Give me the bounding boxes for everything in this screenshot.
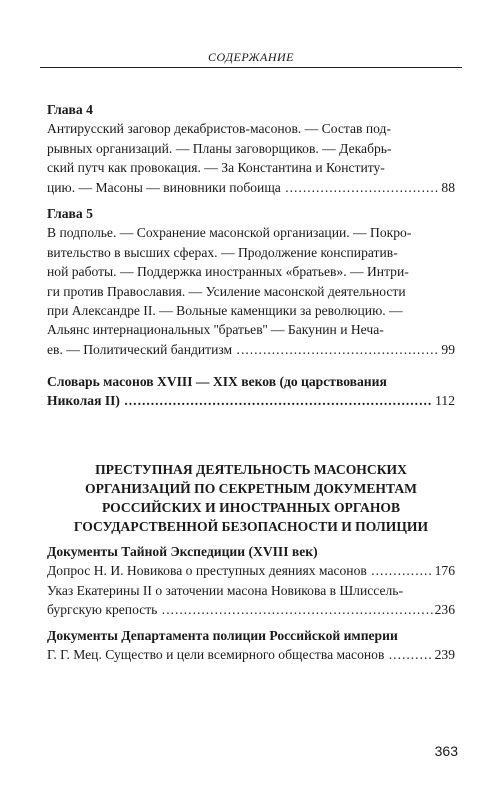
chapter-4-title: Глава 4 bbox=[47, 102, 93, 117]
chapter-4-last-entry bbox=[47, 178, 455, 197]
police-department-item-1-text: Г. Г. Мец. Существо и цели всемирного общества масонов ..... bbox=[47, 645, 433, 664]
chapter-5-line: ной работы. — Поддержка иностранных «братьев». — Интри- bbox=[47, 264, 409, 280]
toc-secret-expedition bbox=[47, 542, 455, 620]
secret-expedition-item-2-line-2: бургскую крепость ..... bbox=[47, 600, 433, 619]
chapter-5-page: 99 bbox=[441, 341, 455, 357]
header-rule bbox=[40, 67, 462, 68]
toc-police-department bbox=[47, 626, 455, 665]
secret-expedition-item-1-page: 176 bbox=[434, 563, 455, 579]
secret-expedition-title: Документы Тайной Экспедиции (XVIII век) bbox=[47, 544, 318, 559]
section-heading-line: ГОСУДАРСТВЕННОЙ БЕЗОПАСНОСТИ И ПОЛИЦИИ bbox=[73, 519, 429, 534]
chapter-5-last-line: ев. — Политический бандитизм ..... bbox=[47, 340, 439, 359]
toc-chapter-4 bbox=[47, 100, 455, 197]
toc-dictionary bbox=[47, 372, 455, 411]
police-department-title: Документы Департамента полиции Российской империи bbox=[47, 628, 398, 643]
secret-expedition-item-1 bbox=[47, 561, 455, 580]
chapter-4-page: 88 bbox=[441, 179, 455, 195]
police-department-item-1-page: 239 bbox=[434, 647, 455, 663]
secret-expedition-item-1-text: Допрос Н. И. Новикова о преступных деяниях масонов ..... bbox=[47, 561, 433, 580]
dictionary-line-2: Николая II) ..... bbox=[47, 391, 433, 410]
chapter-4-last-line: цию. — Масоны — виновники побоища ..... bbox=[47, 178, 439, 197]
chapter-5-line: при Александре II. — Вольные каменщики за революцию. — bbox=[47, 303, 403, 319]
section-heading bbox=[47, 460, 455, 536]
dictionary-entry bbox=[47, 391, 455, 410]
chapter-4-line: рывных организаций. — Планы заговорщиков. — Декабрь- bbox=[47, 140, 392, 156]
chapter-5-line: вительство в высших сферах. — Продолжение конспиратив- bbox=[47, 244, 398, 260]
secret-expedition-item-2-line-1: Указ Екатерины II о заточении масона Новикова в Шлиссель- bbox=[47, 582, 403, 598]
chapter-5-line: В подполье. — Сохранение масонской организации. — Покро- bbox=[47, 225, 412, 241]
chapter-4-line: Антирусский заговор декабристов-масонов. — Состав под- bbox=[47, 121, 391, 137]
secret-expedition-item-2 bbox=[47, 600, 455, 619]
secret-expedition-item-2-page: 236 bbox=[434, 602, 455, 618]
dictionary-page: 112 bbox=[435, 393, 455, 409]
running-head: СОДЕРЖАНИЕ bbox=[207, 50, 295, 64]
toc-chapter-5 bbox=[47, 204, 455, 359]
dictionary-line-1: Словарь масонов XVIII — XIX веков (до царствования bbox=[47, 374, 387, 389]
police-department-item-1 bbox=[47, 645, 455, 664]
chapter-5-title: Глава 5 bbox=[47, 206, 93, 221]
section-heading-line: РОССИЙСКИХ И ИНОСТРАННЫХ ОРГАНОВ bbox=[101, 500, 401, 515]
chapter-5-line: ги против Православия. — Усиление масонской деятельности bbox=[47, 283, 406, 299]
section-heading-line: ОРГАНИЗАЦИЙ ПО СЕКРЕТНЫМ ДОКУМЕНТАМ bbox=[85, 481, 417, 496]
section-heading-line: ПРЕСТУПНАЯ ДЕЯТЕЛЬНОСТЬ МАСОНСКИХ bbox=[95, 462, 407, 477]
chapter-4-line: ский путч как провокация. — За Константина и Конститу- bbox=[47, 160, 385, 176]
chapter-5-line: Альянс интернациональных ''братьев'' — Бакунин и Неча- bbox=[47, 322, 384, 338]
chapter-5-last-entry bbox=[47, 340, 455, 359]
page-number: 363 bbox=[434, 743, 458, 759]
